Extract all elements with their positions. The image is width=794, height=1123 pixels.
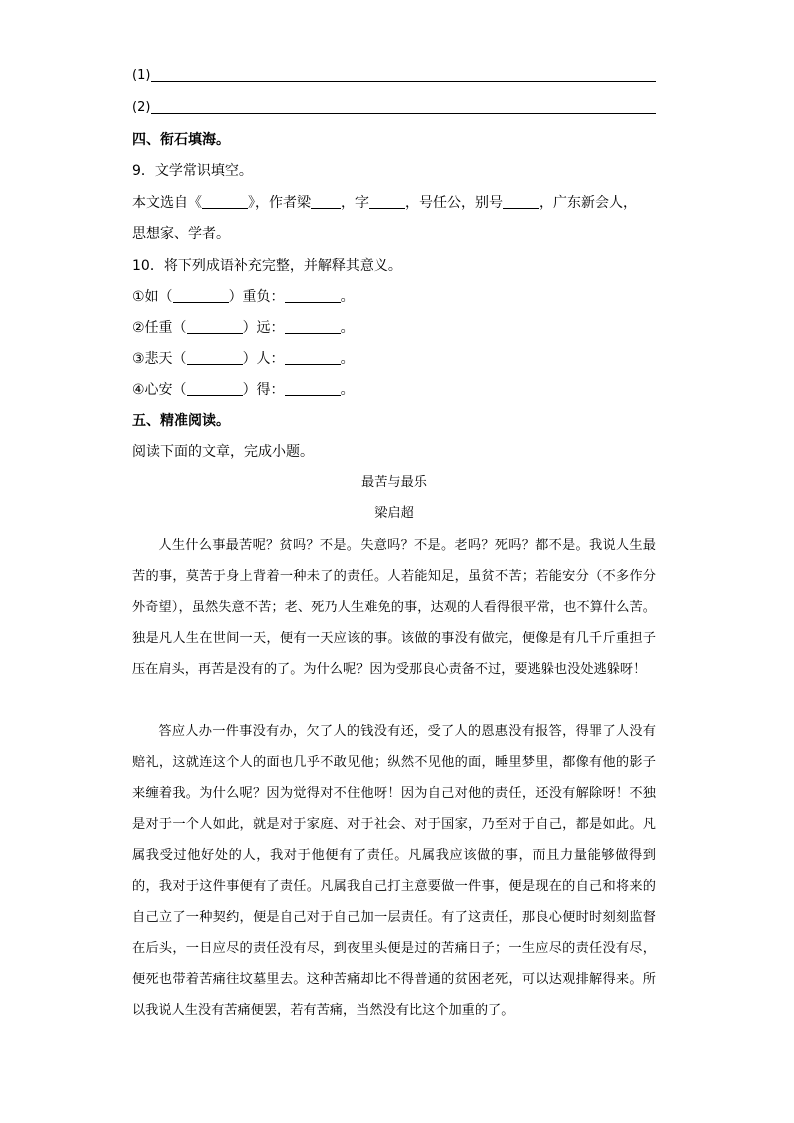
answer-line-1[interactable] — [132, 66, 656, 86]
idiom-item: ④心安（ ）得： 。 — [132, 382, 355, 398]
answer-rule — [151, 113, 656, 114]
blank-author-name[interactable] — [311, 194, 341, 209]
idiom-blank[interactable] — [173, 288, 229, 303]
question-9-line-2: 思想家、学者。 — [132, 226, 230, 242]
section-4-heading: 四、衔石填海。 — [132, 132, 230, 148]
idiom-blank[interactable] — [187, 381, 243, 396]
meaning-blank[interactable] — [285, 381, 341, 396]
idiom-blank[interactable] — [187, 350, 243, 365]
question-9-fill-line: 本文选自《 》，作者梁 ，字 ，号任公，别号 ，广东新会人， — [132, 195, 637, 211]
answer-rule — [151, 81, 656, 82]
answer-line-2[interactable] — [132, 98, 656, 118]
article-title: 最苦与最乐 — [361, 475, 427, 490]
question-10-title: 10．将下列成语补充完整，并解释其意义。 — [132, 258, 402, 274]
idiom-item: ①如（ ）重负： 。 — [132, 289, 355, 305]
meaning-blank[interactable] — [285, 288, 341, 303]
answer-number: (1) — [132, 68, 151, 83]
meaning-blank[interactable] — [285, 319, 341, 334]
blank-courtesy-name[interactable] — [369, 194, 405, 209]
idiom-item: ②任重（ ）远： 。 — [132, 320, 355, 336]
answer-number: (2) — [132, 100, 151, 115]
idiom-blank[interactable] — [187, 319, 243, 334]
blank-alias[interactable] — [503, 194, 539, 209]
meaning-blank[interactable] — [285, 350, 341, 365]
article-paragraph-1: 人生什么事最苦呢？贫吗？不是。失意吗？不是。老吗？死吗？都不是。我说人生最苦的事，莫苦于身上背着一种未了的责任。人若能知足，虽贫不苦；若能安分（不多作分外奇望），虽然失意不苦；老、死乃人生难免的事，达观的人看得很平常，也不算什么苦。独是凡人生在世间一天，便有一天应该的事。该做的事没有做完，便像是有几千斤重担子压在肩头，再苦是没有的了。为什么呢？因为受那良心责备不过，要逃躲也没处逃躲呀！ — [132, 538, 656, 677]
article-author: 梁启超 — [374, 506, 414, 521]
reading-instruction: 阅读下面的文章，完成小题。 — [132, 444, 314, 460]
idiom-item: ③悲天（ ）人： 。 — [132, 351, 355, 367]
blank-book-name[interactable] — [202, 194, 248, 209]
section-5-heading: 五、精准阅读。 — [132, 413, 230, 429]
question-9-title: 9．文学常识填空。 — [132, 163, 253, 179]
article-paragraph-2: 答应人办一件事没有办，欠了人的钱没有还，受了人的恩惠没有报答，得罪了人没有赔礼，这就连这个人的面也几乎不敢见他；纵然不见他的面，睡里梦里，都像有他的影子来缠着我。为什么呢？因为觉得对不住他呀！因为自己对他的责任，还没有解除呀！不独是对于一个人如此，就是对于家庭、对于社会、对于国家，乃至对于自己，都是如此。凡属我受过他好处的人，我对于他便有了责任。凡属我应该做的事，而且力量能够做得到的，我对于这件事便有了责任。凡属我自己打主意要做一件事，便是现在的自己和将来的自己立了一种契约，便是自己对于自己加一层责任。有了这责任，那良心便时时刻刻监督在后头，一日应尽的责任没有尽，到夜里头便是过的苦痛日子；一生应尽的责任没有尽，便死也带着苦痛往坟墓里去。这种苦痛却比不得普通的贫困老死，可以达观排解得来。所以我说人生没有苦痛便罢，若有苦痛，当然没有比这个加重的了。 — [132, 724, 656, 1018]
